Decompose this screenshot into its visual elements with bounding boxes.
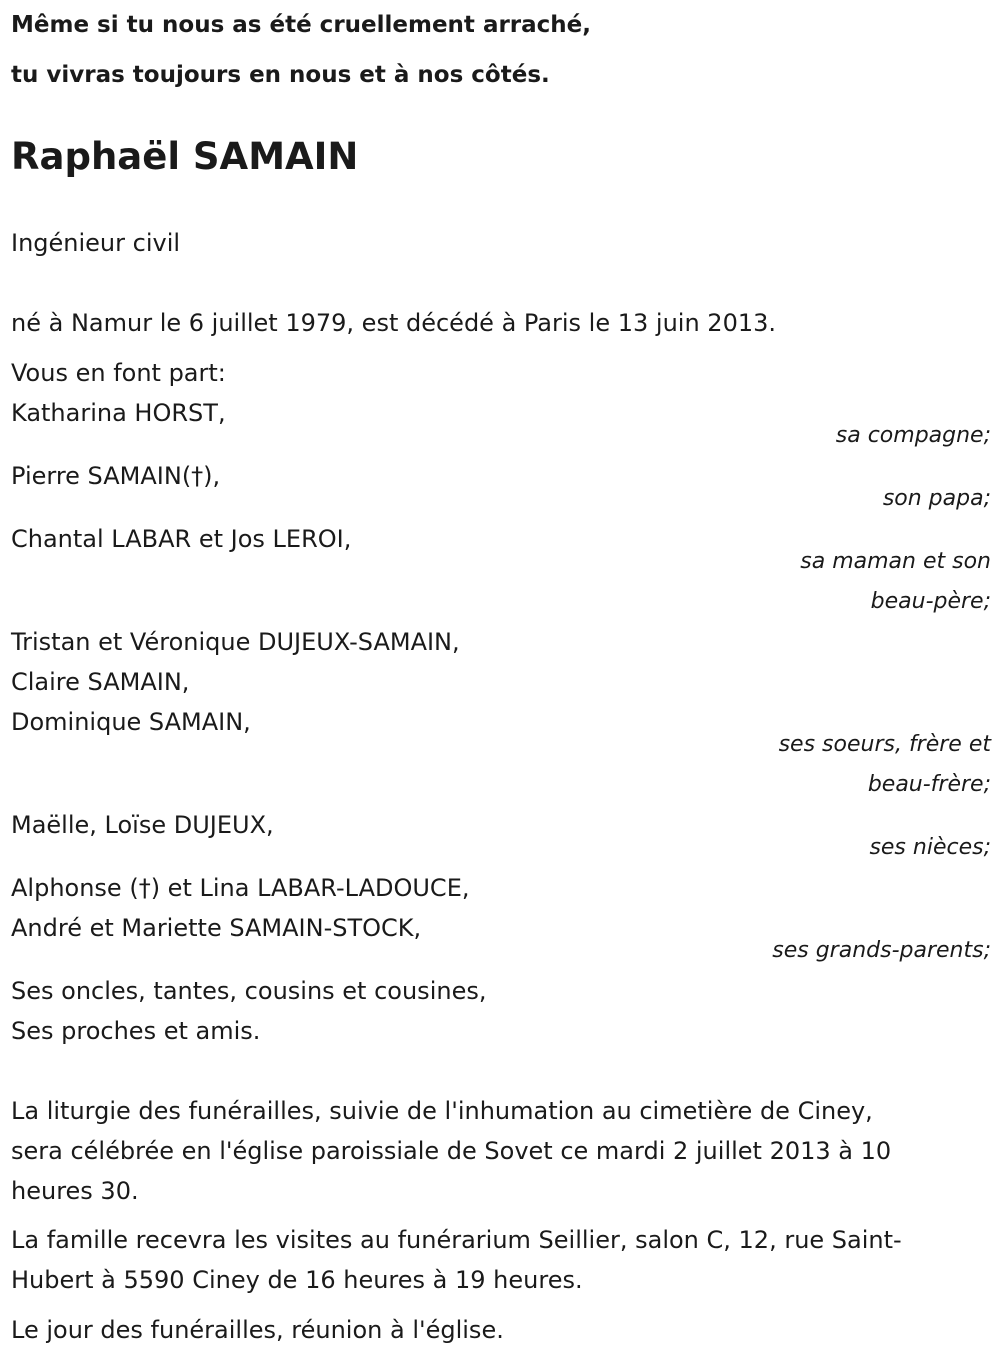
partner-name: Katharina HORST, bbox=[11, 399, 226, 427]
deceased-name: Raphaël SAMAIN bbox=[11, 135, 359, 178]
nieces-name: Maëlle, Loïse DUJEUX, bbox=[11, 811, 274, 839]
visits-text: La famille recevra les visites au funérarium Seillier, salon C, 12, rue Saint- bbox=[11, 1226, 902, 1254]
partner-role: sa compagne; bbox=[835, 423, 991, 448]
liturgy-text: heures 30. bbox=[11, 1177, 139, 1205]
other-relatives: Ses oncles, tantes, cousins et cousines, bbox=[11, 977, 487, 1005]
sibling-name: Dominique SAMAIN, bbox=[11, 708, 251, 736]
mother-role-line-2: beau-père; bbox=[870, 589, 991, 614]
father-name: Pierre SAMAIN(†), bbox=[11, 462, 221, 490]
liturgy-text: La liturgie des funérailles, suivie de l'inhumation au cimetière de Ciney, bbox=[11, 1097, 873, 1125]
epitaph-line-1: Même si tu nous as été cruellement arraché, bbox=[11, 12, 592, 38]
announcement-intro: Vous en font part: bbox=[11, 359, 226, 387]
visits-text: Hubert à 5590 Ciney de 16 heures à 19 heures. bbox=[11, 1266, 583, 1294]
epitaph-line-2: tu vivras toujours en nous et à nos côtés. bbox=[11, 62, 550, 88]
liturgy-text: sera célébrée en l'église paroissiale de Sovet ce mardi 2 juillet 2013 à 10 bbox=[11, 1137, 892, 1165]
sibling-name: Tristan et Véronique DUJEUX-SAMAIN, bbox=[11, 628, 460, 656]
siblings-role-line-2: beau-frère; bbox=[867, 772, 991, 797]
grandparents-name: Alphonse (†) et Lina LABAR-LADOUCE, bbox=[11, 874, 470, 902]
father-role: son papa; bbox=[882, 486, 991, 511]
reunion-text: Le jour des funérailles, réunion à l'église. bbox=[11, 1316, 504, 1344]
profession: Ingénieur civil bbox=[11, 229, 181, 257]
grandparents-name: André et Mariette SAMAIN-STOCK, bbox=[11, 914, 422, 942]
mother-name: Chantal LABAR et Jos LEROI, bbox=[11, 525, 352, 553]
nieces-role: ses nièces; bbox=[869, 835, 991, 860]
birth-death-details: né à Namur le 6 juillet 1979, est décédé à Paris le 13 juin 2013. bbox=[11, 309, 776, 337]
sibling-name: Claire SAMAIN, bbox=[11, 668, 190, 696]
grandparents-role: ses grands-parents; bbox=[772, 938, 991, 963]
other-relatives: Ses proches et amis. bbox=[11, 1017, 261, 1045]
mother-role-line-1: sa maman et son bbox=[800, 549, 991, 574]
siblings-role-line-1: ses soeurs, frère et bbox=[778, 732, 991, 757]
